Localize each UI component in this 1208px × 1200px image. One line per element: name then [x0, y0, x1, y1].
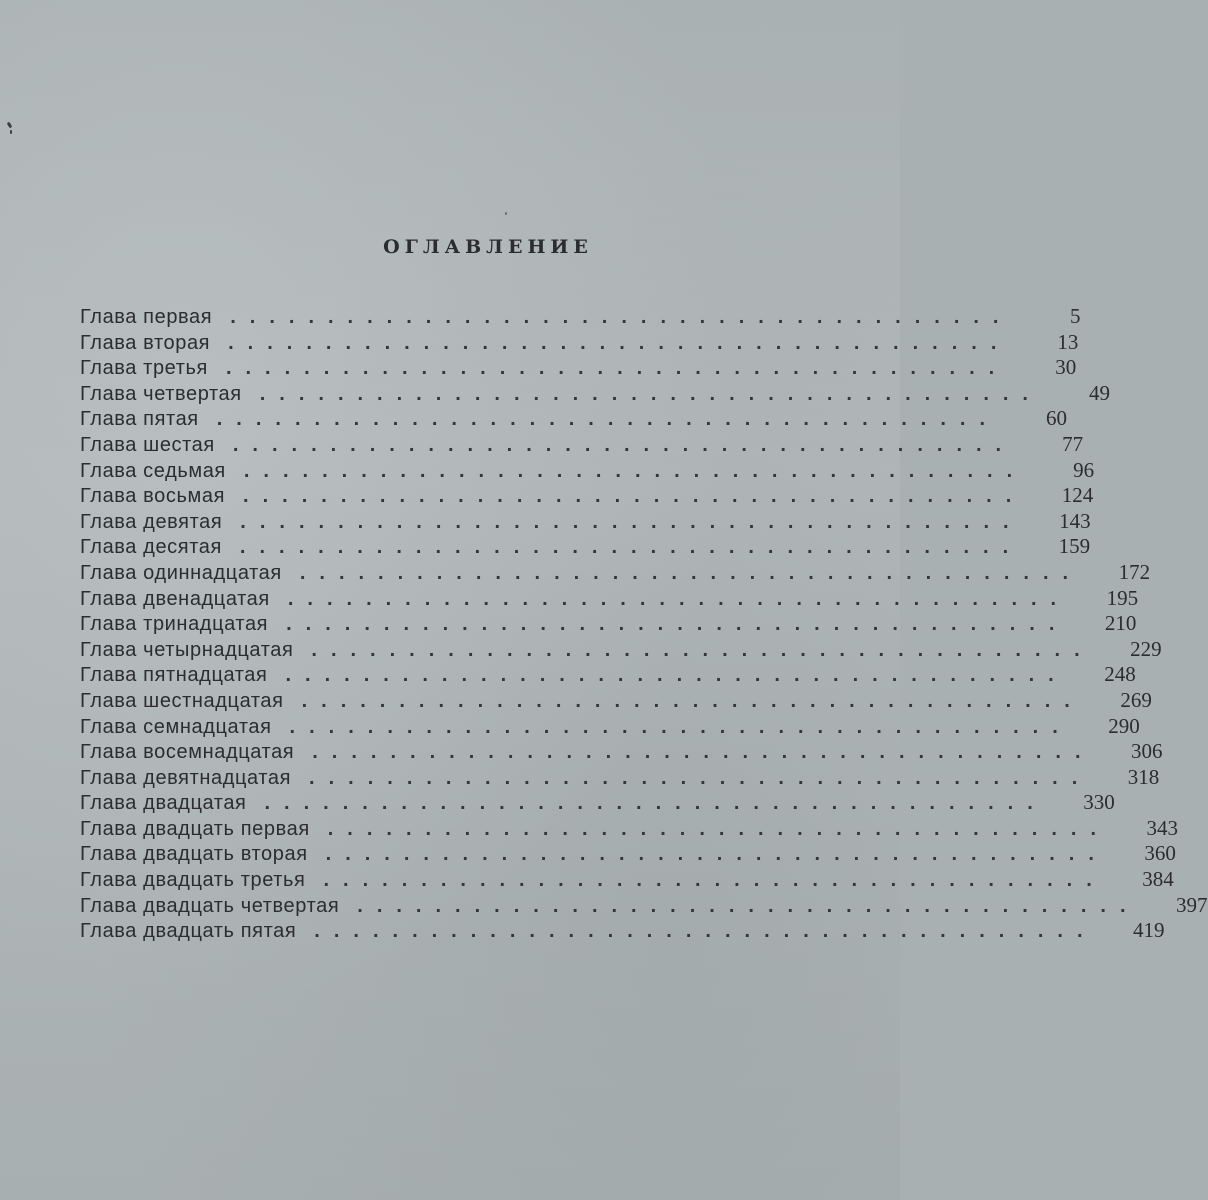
- toc-entry: [80, 918, 1165, 944]
- toc-page-number: 13: [1057, 329, 1079, 354]
- toc-page-number: 318: [1127, 764, 1160, 789]
- toc-page-number: 96: [1073, 457, 1095, 482]
- toc-entry: [80, 867, 1174, 893]
- dot-leader: ........................................: [312, 741, 1095, 764]
- dot-leader: ........................................: [286, 613, 1069, 636]
- toc-entry: [80, 713, 1140, 740]
- toc-chapter: Глава пятнадцатая: [80, 664, 268, 687]
- toc-entry: [80, 406, 1067, 432]
- toc-page-number: 269: [1120, 687, 1152, 712]
- toc-chapter: Глава двенадцатая: [80, 587, 270, 610]
- toc-entry: [80, 611, 1137, 637]
- dot-leader: ........................................: [323, 869, 1106, 892]
- toc-entry: [80, 559, 1151, 586]
- toc-chapter: Глава двадцать пятая: [80, 920, 297, 943]
- dot-leader: ........................................: [216, 408, 999, 431]
- toc-page-number: 143: [1059, 508, 1091, 533]
- dot-leader: ........................................: [259, 382, 1042, 405]
- toc-page-number: 248: [1104, 662, 1136, 687]
- dot-leader: ........................................: [287, 587, 1071, 610]
- dot-leader: ........................................: [289, 715, 1072, 738]
- dot-leader: ........................................: [327, 817, 1111, 840]
- toc-page-number: 49: [1088, 380, 1110, 405]
- toc-chapter: Глава девятнадцатая: [80, 766, 292, 789]
- toc-page-number: 343: [1146, 815, 1179, 840]
- toc-entry: [80, 329, 1079, 356]
- toc-list: [80, 304, 1208, 944]
- toc-chapter: Глава шестнадцатая: [80, 689, 284, 712]
- dot-leader: ........................................: [301, 689, 1084, 712]
- toc-entry: [80, 739, 1163, 765]
- dot-leader: ........................................: [314, 920, 1097, 943]
- toc-chapter: Глава четырнадцатая: [80, 638, 294, 661]
- dot-leader: ........................................: [311, 638, 1094, 661]
- toc-entry: [80, 764, 1160, 791]
- toc-entry: [80, 534, 1091, 560]
- dot-leader: ........................................: [243, 459, 1027, 482]
- paper-speck: [10, 130, 12, 134]
- toc-entry: [80, 790, 1115, 816]
- dot-leader: ........................................: [309, 766, 1092, 789]
- toc-entry: [80, 483, 1094, 509]
- toc-entry: [80, 815, 1179, 842]
- toc-chapter: Глава третья: [80, 357, 208, 380]
- toc-page-number: 172: [1118, 559, 1151, 584]
- dot-leader: ........................................: [299, 561, 1083, 584]
- paper-speck: [7, 122, 13, 129]
- toc-entry: [80, 304, 1081, 330]
- dot-leader: ........................................: [232, 433, 1016, 456]
- toc-page-number: 77: [1062, 431, 1084, 456]
- toc-chapter: Глава двадцать первая: [80, 817, 310, 840]
- toc-chapter: Глава десятая: [80, 536, 222, 559]
- toc-page-number: 330: [1083, 790, 1115, 815]
- toc-chapter: Глава восемнадцатая: [80, 741, 295, 764]
- toc-entry: [80, 431, 1084, 458]
- toc-chapter: Глава шестая: [80, 433, 215, 456]
- dot-leader: ........................................: [240, 510, 1023, 533]
- toc-page-number: 159: [1058, 534, 1091, 559]
- toc-page-number: 397: [1176, 892, 1208, 917]
- toc-entry: [80, 662, 1136, 688]
- toc-page-number: 360: [1144, 841, 1176, 866]
- toc-page-number: 419: [1133, 918, 1165, 943]
- toc-entry: [80, 380, 1110, 407]
- toc-entry: [80, 841, 1176, 867]
- dot-leader: ........................................: [285, 664, 1068, 687]
- toc-page-number: 30: [1055, 355, 1077, 380]
- dot-leader: ........................................: [228, 331, 1011, 354]
- toc-page-number: 306: [1131, 739, 1163, 764]
- toc-chapter: Глава восьмая: [80, 485, 226, 508]
- dot-leader: ........................................: [357, 894, 1140, 917]
- toc-chapter: Глава пятая: [80, 408, 199, 431]
- toc-chapter: Глава двадцать четвертая: [80, 894, 340, 917]
- dot-leader: ........................................: [243, 485, 1026, 508]
- toc-chapter: Глава девятая: [80, 510, 223, 533]
- toc-page-number: 384: [1142, 867, 1174, 892]
- toc-page-number: 124: [1061, 483, 1094, 508]
- toc-title: ОГЛАВЛЕНИЕ: [383, 236, 593, 258]
- toc-entry: [80, 508, 1091, 535]
- toc-entry: [80, 636, 1162, 663]
- toc-page-number: 210: [1104, 611, 1137, 636]
- toc-chapter: Глава двадцатая: [80, 792, 247, 815]
- toc-entry: [80, 585, 1139, 612]
- toc-page-number: 195: [1106, 585, 1139, 610]
- toc-chapter: Глава одиннадцатая: [80, 561, 282, 584]
- toc-page-number: 229: [1130, 636, 1162, 661]
- toc-entry: [80, 892, 1208, 919]
- toc-page-number: 290: [1108, 713, 1140, 738]
- toc-chapter: Глава вторая: [80, 331, 211, 354]
- toc-entry: [80, 355, 1077, 381]
- toc-entry: [80, 687, 1152, 714]
- toc-page-number: 60: [1046, 406, 1067, 431]
- toc-page-number: 5: [1069, 304, 1081, 328]
- toc-chapter: Глава двадцать третья: [80, 869, 306, 892]
- paper-speck: [505, 212, 507, 215]
- toc-chapter: Глава четвертая: [80, 382, 242, 405]
- dot-leader: ........................................: [230, 306, 1013, 328]
- toc-chapter: Глава двадцать вторая: [80, 843, 308, 866]
- dot-leader: ........................................: [325, 843, 1108, 866]
- toc-entry: [80, 457, 1095, 484]
- toc-chapter: Глава тринадцатая: [80, 613, 269, 636]
- toc-chapter: Глава седьмая: [80, 459, 226, 482]
- dot-leader: ........................................: [239, 536, 1023, 559]
- toc-chapter: Глава семнадцатая: [80, 715, 272, 738]
- dot-leader: ........................................: [264, 792, 1047, 815]
- toc-chapter: Глава первая: [80, 306, 213, 328]
- dot-leader: ........................................: [225, 357, 1009, 380]
